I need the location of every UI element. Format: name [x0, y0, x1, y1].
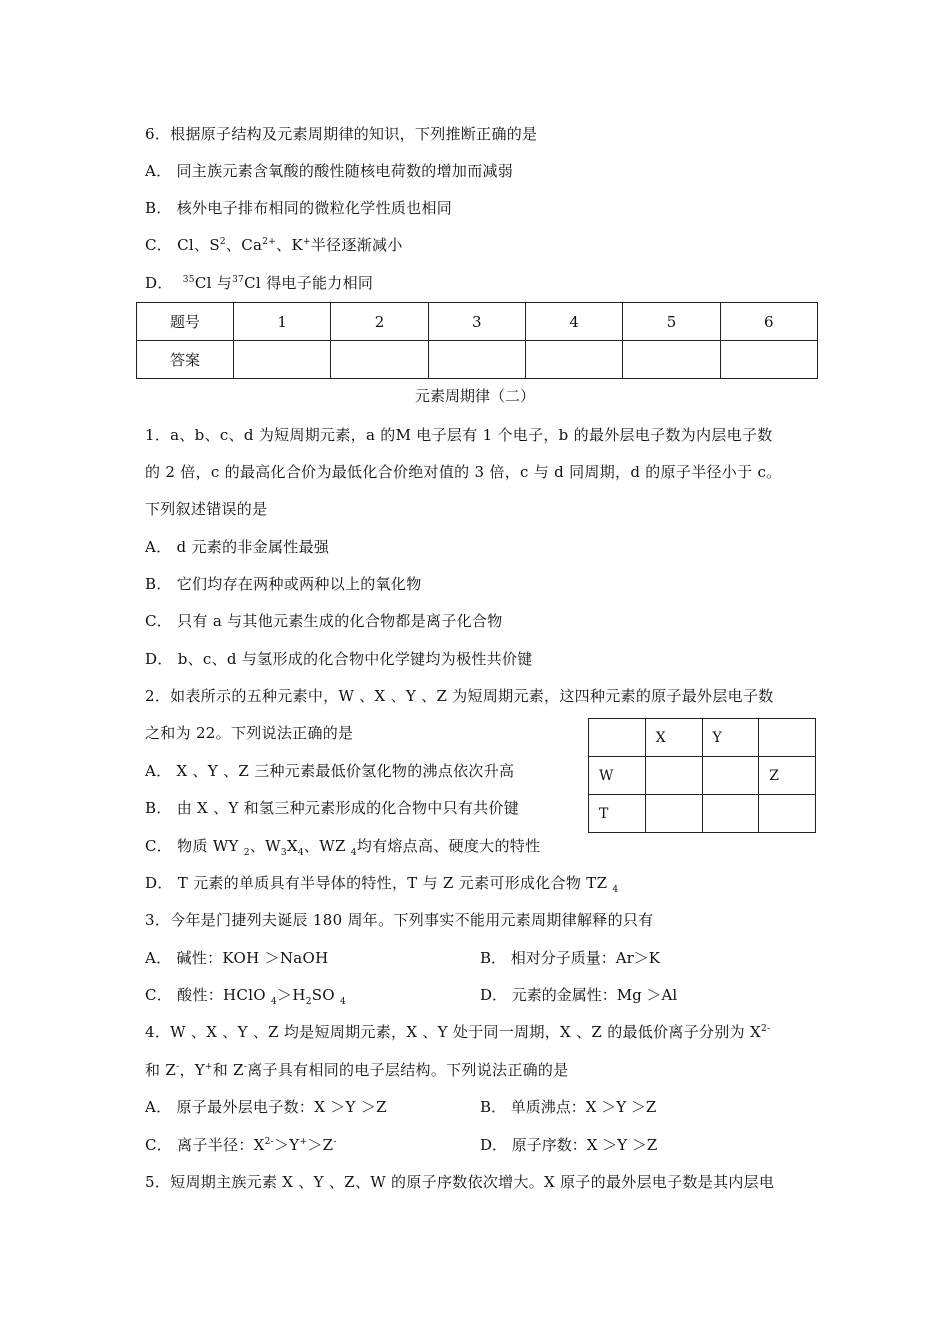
- q1-option-b: B． 它们均存在两种或两种以上的氧化物: [145, 575, 422, 593]
- grid-cell: [645, 795, 702, 833]
- q1-option-d: D． b、c、d 与氢形成的化合物中化学键均为极性共价键: [145, 650, 533, 668]
- q3-option-c: C． 酸性：HClO $_4>H_2SO$ $_4$: [145, 986, 347, 1007]
- answer-cell[interactable]: [331, 341, 428, 379]
- answer-table-number: 2: [331, 303, 428, 341]
- q1-line2: 的 2 倍，c 的最高化合价为最低化合价绝对值的 3 倍，c 与 d 同周期，d 的原子半径小于 c。: [145, 463, 782, 481]
- answer-cell[interactable]: [428, 341, 525, 379]
- q3-option-a: A． 碱性：KOH ＞NaOH: [145, 949, 329, 967]
- periodic-grid: [588, 718, 816, 833]
- q3-option-b: B． 相对分子质量：Ar＞K: [480, 949, 661, 967]
- section-title: 元素周期律（二）: [414, 387, 535, 405]
- q4-option-a: A． 原子最外层电子数：X ＞Y ＞Z: [145, 1098, 387, 1116]
- q6-option-a: A． 同主族元素含氧酸的酸性随核电荷数的增加而减弱: [145, 162, 514, 180]
- q2-line2: 之和为 22。下列说法正确的是: [145, 724, 354, 742]
- q4-option-d: D． 原子序数：X ＞Y ＞Z: [480, 1136, 658, 1154]
- q3-option-d: D． 元素的金属性：Mg ＞Al: [480, 986, 678, 1004]
- answer-table-answer-row: [137, 341, 818, 379]
- grid-cell: [759, 795, 816, 833]
- q2-option-b: B． 由 X 、Y 和氢三种元素形成的化合物中只有共价键: [145, 799, 520, 817]
- grid-cell: [702, 795, 759, 833]
- q4-line1: 4．W 、X 、Y 、Z 均是短周期元素，X 、Y 处于同一周期，X 、Z 的最低价离子分别为 $X^{2-}$: [145, 1023, 771, 1041]
- q2-line1: 2．如表所示的五种元素中，W 、X 、Y 、Z 为短周期元素，这四种元素的原子最外层电子数: [145, 687, 774, 705]
- grid-cell: Y: [702, 719, 759, 757]
- q2-option-d: D． T 元素的单质具有半导体的特性，T 与 Z 元素可形成化合物 TZ $_4$: [145, 874, 619, 895]
- answer-cell[interactable]: [720, 341, 817, 379]
- q3-stem: 3．今年是门捷列夫诞辰 180 周年。下列事实不能用元素周期律解释的只有: [145, 911, 654, 929]
- answer-table-number: 5: [623, 303, 720, 341]
- grid-cell: [589, 719, 646, 757]
- q4-option-c: C． 离子半径：$X^{2-}>Y^+>Z^-$: [145, 1136, 337, 1154]
- answer-table-header-label: 题号: [137, 303, 234, 341]
- q5-line1: 5．短周期主族元素 X 、Y 、Z、W 的原子序数依次增大。X 原子的最外层电子数是其内层电: [145, 1173, 775, 1191]
- q2-option-a: A． X 、Y 、Z 三种元素最低价氢化物的沸点依次升高: [145, 762, 515, 780]
- q1-option-a: A． d 元素的非金属性最强: [145, 538, 330, 556]
- answer-table-number: 6: [720, 303, 817, 341]
- q6-option-c: C． Cl、$S^2$、$Ca^{2+}$、K+半径逐渐减小: [145, 236, 403, 254]
- grid-cell: [759, 719, 816, 757]
- grid-cell: [702, 757, 759, 795]
- answer-table-answer-label: 答案: [137, 341, 234, 379]
- q1-line3: 下列叙述错误的是: [145, 500, 268, 518]
- q4-option-b: B． 单质沸点：X ＞Y ＞Z: [480, 1098, 657, 1116]
- grid-cell: [645, 757, 702, 795]
- answer-table-header-row: [137, 303, 818, 341]
- grid-cell: T: [589, 795, 646, 833]
- q1-option-c: C． 只有 a 与其他元素生成的化合物都是离子化合物: [145, 612, 503, 630]
- answer-cell[interactable]: [623, 341, 720, 379]
- grid-cell: Z: [759, 757, 816, 795]
- q6-stem: 6．根据原子结构及元素周期律的知识，下列推断正确的是: [145, 125, 538, 143]
- q4-line2: 和 Z-，Y+和 Z-离子具有相同的电子层结构。下列说法正确的是: [145, 1061, 569, 1079]
- answer-table-number: 1: [234, 303, 331, 341]
- answer-table-number: 3: [428, 303, 525, 341]
- answer-cell[interactable]: [525, 341, 622, 379]
- q6-option-d: D． $^{35}$Cl 与$^{37}$Cl 得电子能力相同: [145, 274, 374, 292]
- answer-table: [136, 302, 818, 379]
- grid-cell: W: [589, 757, 646, 795]
- q6-option-b: B． 核外电子排布相同的微粒化学性质也相同: [145, 199, 453, 217]
- q2-option-c: C． 物质 WY $_2$、$W_3X_4$、WZ $_4$均有熔点高、硬度大的特性: [145, 837, 541, 858]
- answer-cell[interactable]: [234, 341, 331, 379]
- grid-cell: X: [645, 719, 702, 757]
- q1-line1: 1．a、b、c、d 为短周期元素，a 的M 电子层有 1 个电子，b 的最外层电子数为内层电子数: [145, 426, 773, 444]
- answer-table-number: 4: [525, 303, 622, 341]
